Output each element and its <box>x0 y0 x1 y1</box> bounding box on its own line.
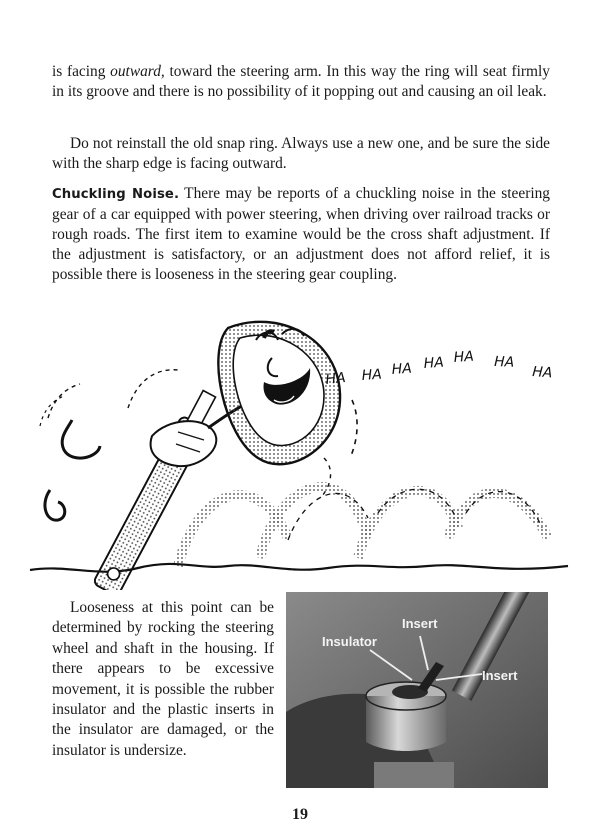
laugh-text: HA <box>423 354 445 372</box>
laugh-text: HA <box>493 354 515 371</box>
section-chuckling-noise <box>52 184 550 285</box>
squiggle <box>45 490 65 520</box>
paragraph-snap-ring-orientation <box>52 62 550 102</box>
paragraph-new-snap-ring: Do not reinstall the old snap ring. Always use a new one, and be sure the side with the sharp edge is facing outward. <box>52 135 550 172</box>
photo-label-insert-top: Insert <box>402 616 438 631</box>
steering-column <box>93 387 222 590</box>
page-number: 19 <box>292 806 308 823</box>
paragraph-looseness-check: Looseness at this point can be determined by rocking the steering wheel and shaft in the housing. If there appears to be excessive movement, it is possible the rubber insulator and the plastic inserts in the insulator are damaged, or the insulator is undersize. <box>52 599 274 759</box>
section-heading: Chuckling Noise. <box>52 187 180 202</box>
motion-dashes <box>40 396 64 426</box>
laugh-text: HA <box>391 360 413 378</box>
motion-dashes <box>48 384 80 418</box>
bounce-arc <box>358 491 458 558</box>
photo-label-insert-right: Insert <box>482 668 518 683</box>
photo-label-insulator: Insulator <box>322 634 377 649</box>
laughter-text <box>325 349 553 388</box>
bounce-arc <box>448 493 548 538</box>
motion-dashes <box>350 400 357 458</box>
hand <box>151 421 217 466</box>
cartoon-illustration <box>28 308 576 590</box>
laugh-text: HA <box>453 348 475 366</box>
bounce-arc <box>260 487 368 558</box>
laugh-text: HA <box>324 369 347 388</box>
motion-dashes <box>128 370 178 408</box>
squiggle <box>62 420 100 458</box>
laugh-text: HA <box>531 364 553 382</box>
laugh-text: HA <box>361 366 383 384</box>
paragraph-text: toward the steering arm. In this way the ring will seat firmly in its groove and there is no possibility of it popping out and causing an oil leak. <box>52 63 550 100</box>
laughing-wheel <box>218 322 340 464</box>
coupling-photo <box>286 592 548 788</box>
emphasis-text: outward, <box>110 63 165 80</box>
paragraph-text: is facing <box>52 63 111 80</box>
section-body: There may be reports of a chuckling noise in the steering gear of a car equipped with power steering, when driving over railroad tracks or rough roads. The first item to examine would be the cross shaft adjustment. If the adjustment is satisfactory, or an adjustment does not afford relief, it is possible there is looseness in the steering gear coupling. <box>52 185 550 283</box>
